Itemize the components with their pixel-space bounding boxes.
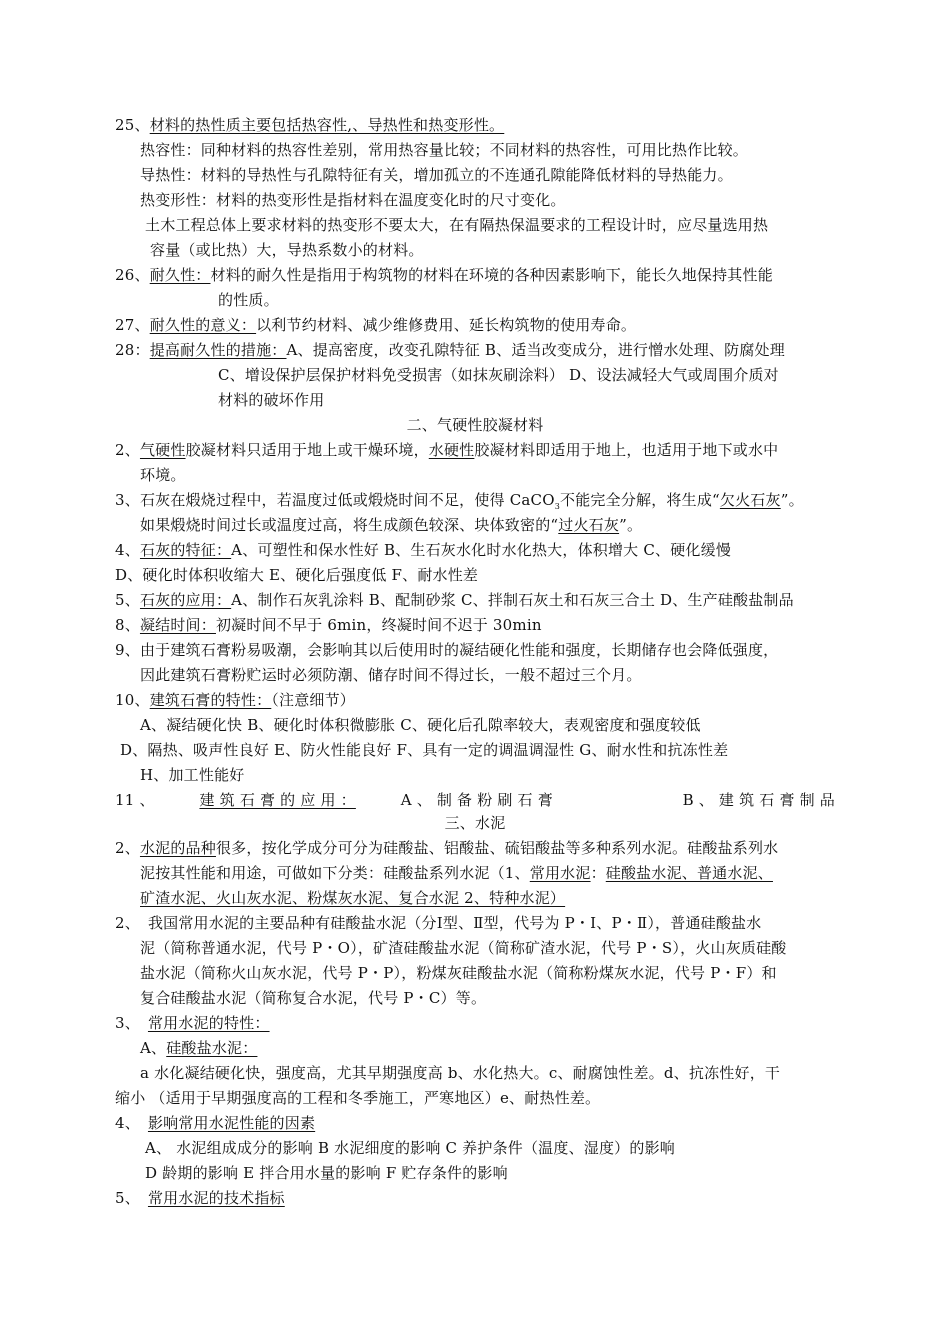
section-title-2: 二、气硬性胶凝材料 xyxy=(406,416,544,434)
s3-item-2 xyxy=(115,837,778,859)
term: 水硬性 xyxy=(428,441,475,459)
paragraph-line: 土木工程总体上要求材料的热变形不要太大，在有隔热保温要求的工程设计时，应尽量选用热 xyxy=(145,216,769,234)
item-number: 2、 xyxy=(115,839,140,857)
s2-item-9 xyxy=(115,639,778,661)
item-number: 3、 xyxy=(115,491,140,509)
paragraph-line: 环境。 xyxy=(140,466,186,484)
item-26-heading xyxy=(115,264,773,286)
item-text: 由于建筑石膏粉易吸潮，会影响其以后使用时的凝结硬化性能和强度，长期储存也会降低强度， xyxy=(139,641,779,659)
item-number: 2、 xyxy=(115,441,140,459)
item-title: 石灰的应用： xyxy=(139,591,232,609)
item-text: 胶凝材料即适用于地上，也适用于地下或水中 xyxy=(474,441,779,459)
item-title: 石灰的特征： xyxy=(139,541,232,559)
term: 气硬性 xyxy=(139,441,186,459)
item-text: 不能完全分解，将生成“ xyxy=(560,491,720,509)
s3-item-2b xyxy=(115,912,761,934)
item-number: 10、 xyxy=(115,691,150,709)
item-27-heading xyxy=(115,314,636,336)
paragraph-line: A、凝结硬化快 B、硬化时体积微膨胀 C、硬化后孔隙率较大，表观密度和强度较低 xyxy=(140,716,701,734)
item-text: B 、 建 筑 石 膏 制 品 xyxy=(682,791,835,809)
item-title: 影响常用水泥性能的因素 xyxy=(147,1114,316,1132)
heat-capacity-text: 热容性：同种材料的热容性差别，常用热容量比较；不同材料的热容性，可用比热作比较。 xyxy=(140,141,749,159)
item-number: 26、 xyxy=(115,266,150,284)
sub-item-label: A、 xyxy=(140,1039,167,1057)
item-title: 凝结时间： xyxy=(139,616,216,634)
s2-item-10 xyxy=(115,689,355,711)
paragraph-line: 复合硅酸盐水泥（简称复合水泥，代号 P・C）等。 xyxy=(140,989,487,1007)
item-text: 很多，按化学成分可分为硅酸盐、铝酸盐、硫铝酸盐等多种系列水泥。硅酸盐系列水 xyxy=(215,839,779,857)
sub-item-a xyxy=(140,1037,257,1059)
item-title: 常用水泥的技术指标 xyxy=(147,1189,285,1207)
paragraph-line: 材料的破坏作用 xyxy=(218,391,325,409)
paragraph-line: A、 水泥组成成分的影响 B 水泥细度的影响 C 养护条件（温度、湿度）的影响 xyxy=(145,1139,675,1157)
item-text: 初凝时间不早于 6min，终凝时间不迟于 30min xyxy=(215,616,542,634)
item-text: 我国常用水泥的主要品种有硅酸盐水泥（分Ⅰ型、Ⅱ型，代号为 P・Ⅰ、P・Ⅱ），普通硅酸盐水 xyxy=(147,914,762,932)
paragraph-line: 矿渣水泥、火山灰水泥、粉煤灰水泥、复合水泥 2、特种水泥） xyxy=(140,889,566,907)
paragraph-line: 因此建筑石膏粉贮运时必须防潮、储存时间不得过长，一般不超过三个月。 xyxy=(140,666,642,684)
s2-item-11 xyxy=(115,789,835,811)
s3-item-4 xyxy=(115,1112,315,1134)
paragraph-line: 缩小 （适用于早期强度高的工程和冬季施工，严寒地区）e、耐热性差。 xyxy=(115,1089,601,1107)
paragraph-line: C、增设保护层保护材料免受损害（如抹灰刷涂料） D、设法减轻大气或周围介质对 xyxy=(218,366,779,384)
item-text: A、提高密度，改变孔隙特征 B、适当改变成分，进行憎水处理、防腐处理 xyxy=(286,341,785,359)
item-25-heading xyxy=(115,114,504,136)
item-text: 胶凝材料只适用于地上或干燥环境， xyxy=(185,441,429,459)
item-text: A、制作石灰乳涂料 B、配制砂浆 C、拌制石灰土和石灰三合土 D、生产硅酸盐制品 xyxy=(231,591,794,609)
paragraph-line: D、硬化时体积收缩大 E、硬化后强度低 F、耐水性差 xyxy=(115,566,479,584)
term: 硅酸盐水泥、普通水泥、 xyxy=(605,864,773,882)
paragraph-line: 泥（简称普通水泥，代号 P・O），矿渣硅酸盐水泥（简称矿渣水泥，代号 P・S），火山灰质硅酸 xyxy=(140,939,787,957)
thermal-deformation-text: 热变形性：材料的热变形性是指材料在温度变化时的尺寸变化。 xyxy=(140,191,566,209)
item-number: 5、 xyxy=(115,1189,140,1207)
s3-item-5 xyxy=(115,1187,285,1209)
item-title: 材料的热性质主要包括热容性,、导热性和热变形性。 xyxy=(149,116,505,134)
item-text: 泥按其性能和用途，可做如下分类：硅酸盐系列水泥（1、 xyxy=(140,864,530,882)
item-number: 4、 xyxy=(115,1114,140,1132)
item-note: （注意细节） xyxy=(271,691,355,709)
item-title: 建筑石膏的特性： xyxy=(149,691,272,709)
item-title: 常用水泥的特性： xyxy=(147,1014,270,1032)
paragraph-line xyxy=(140,862,773,884)
item-text: 材料的耐久性是指用于构筑物的材料在环境的各种因素影响下，能长久地保持其性能 xyxy=(210,266,773,284)
section-title-3: 三、水泥 xyxy=(444,814,506,832)
subscript: 3 xyxy=(554,502,561,511)
item-number: 25、 xyxy=(115,116,150,134)
item-text: 石灰在煅烧过程中，若温度过低或煅烧时间不足，使得 CaCO xyxy=(139,491,555,509)
paragraph-line: H、加工性能好 xyxy=(140,766,245,784)
paragraph-line: D、隔热、吸声性良好 E、防火性能良好 F、具有一定的调温调湿性 G、耐水性和抗冻性差 xyxy=(120,741,729,759)
item-text: A 、 制 备 粉 刷 石 膏 xyxy=(400,791,553,809)
item-title: 提高耐久性的措施： xyxy=(149,341,287,359)
item-number: 9、 xyxy=(115,641,140,659)
paragraph-line xyxy=(140,514,642,536)
item-number: 5、 xyxy=(115,591,140,609)
item-text: ”。 xyxy=(619,516,643,534)
item-number: 27、 xyxy=(115,316,150,334)
item-number: 4、 xyxy=(115,541,140,559)
paragraph-line: 盐水泥（简称火山灰水泥，代号 P・P），粉煤灰硅酸盐水泥（简称粉煤灰水泥，代号 P・F）和 xyxy=(140,964,777,982)
s2-item-4 xyxy=(115,539,731,561)
item-text: A、可塑性和保水性好 B、生石灰水化时水化热大，体积增大 C、硬化缓慢 xyxy=(231,541,732,559)
item-28-heading xyxy=(115,339,785,361)
item-text: ”。 xyxy=(780,491,804,509)
sub-item-title: 硅酸盐水泥： xyxy=(166,1039,258,1057)
s2-item-2 xyxy=(115,439,778,461)
paragraph-line: a 水化凝结硬化快，强度高，尤其早期强度高 b、水化热大。c、耐腐蚀性差。d、抗冻性好，干 xyxy=(140,1064,781,1082)
item-number: 2、 xyxy=(115,914,140,932)
item-text: ： xyxy=(590,864,606,882)
item-text: 以利节约材料、减少维修费用、延长构筑物的使用寿命。 xyxy=(256,316,637,334)
item-number: 8、 xyxy=(115,616,140,634)
paragraph-line: 容量（或比热）大，导热系数小的材料。 xyxy=(150,241,424,259)
item-number: 3、 xyxy=(115,1014,140,1032)
s2-item-5 xyxy=(115,589,794,611)
term: 水泥的品种 xyxy=(139,839,216,857)
item-number: 28： xyxy=(115,341,150,359)
paragraph-line: 的性质。 xyxy=(218,291,279,309)
term: 常用水泥 xyxy=(529,864,591,882)
item-title: 耐久性： xyxy=(149,266,211,284)
item-number: 11 、 xyxy=(115,791,155,809)
s3-item-3 xyxy=(115,1012,270,1034)
term: 过火石灰 xyxy=(558,516,620,534)
paragraph-line: D 龄期的影响 E 拌合用水量的影响 F 贮存条件的影响 xyxy=(145,1164,508,1182)
item-title: 耐久性的意义： xyxy=(149,316,257,334)
heat-conductivity-text: 导热性：材料的导热性与孔隙特征有关，增加孤立的不连通孔隙能降低材料的导热能力。 xyxy=(140,166,733,184)
s2-item-8 xyxy=(115,614,542,636)
item-title: 建 筑 石 膏 的 应 用 ： xyxy=(199,791,356,809)
item-text: 如果煅烧时间过长或温度过高，将生成颜色较深、块体致密的“ xyxy=(140,516,559,534)
term: 欠火石灰 xyxy=(719,491,781,509)
